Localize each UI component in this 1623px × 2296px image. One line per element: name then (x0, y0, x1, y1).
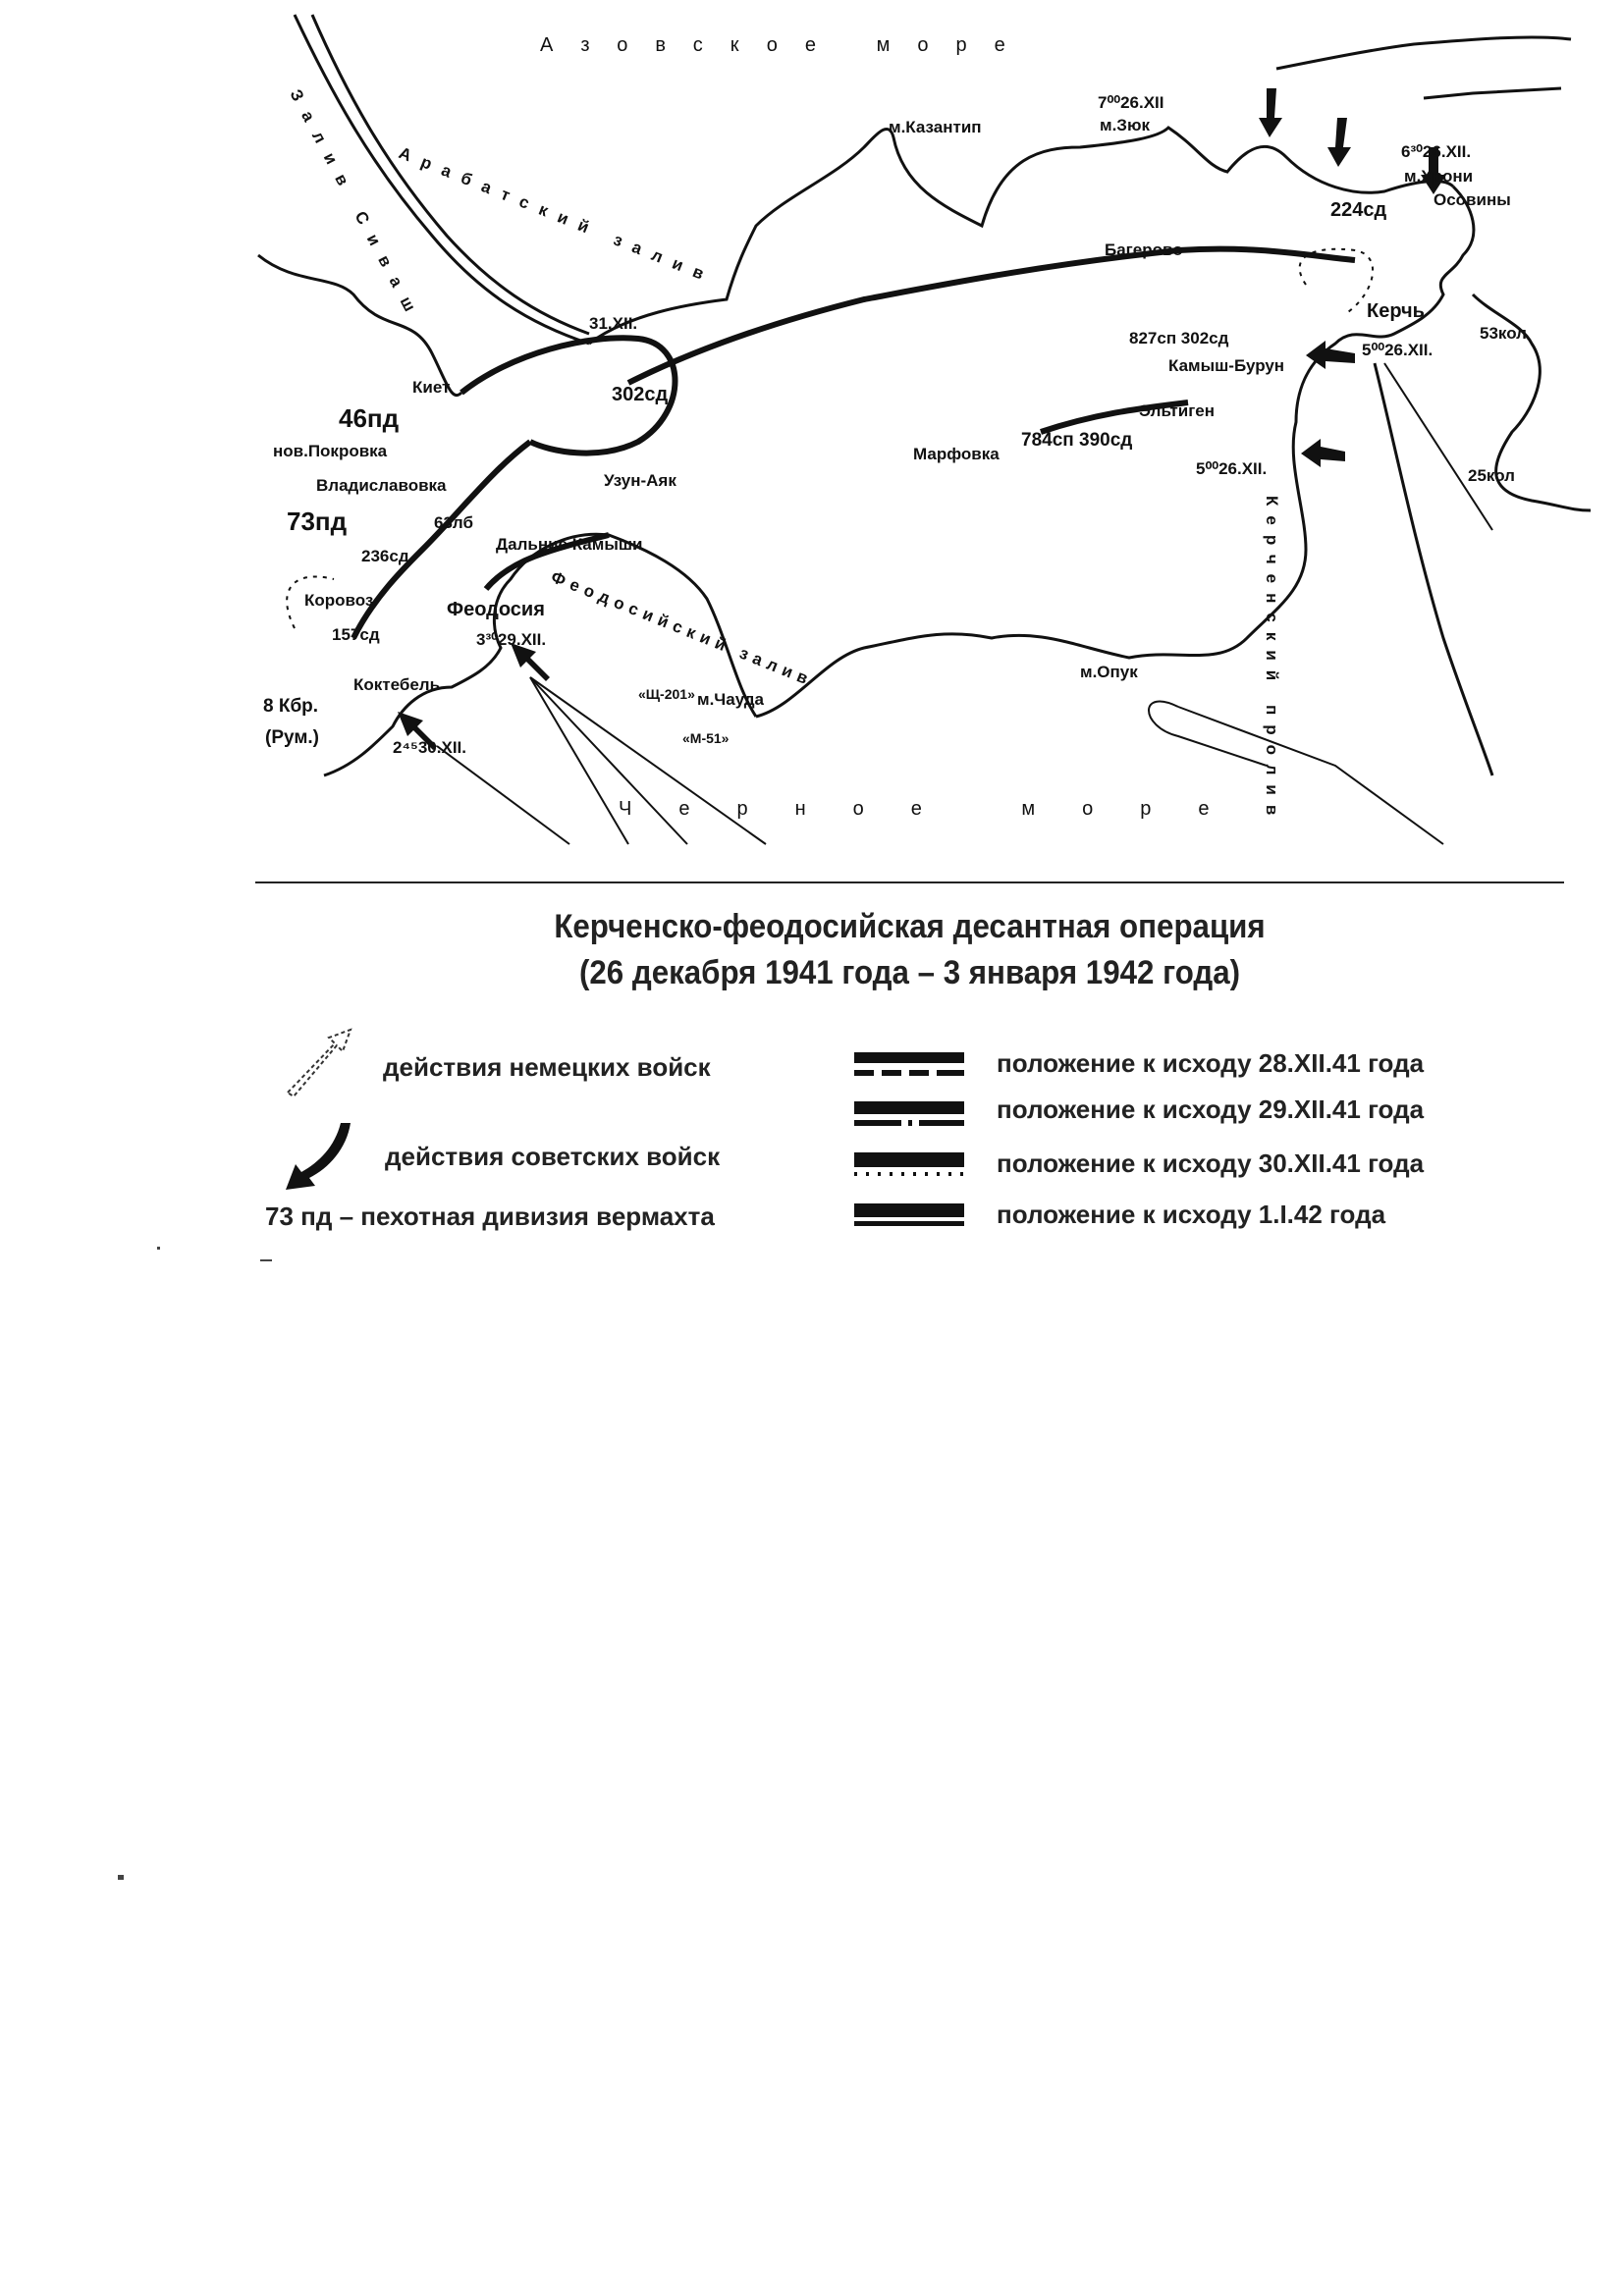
soviet-arrow-icon (1259, 88, 1282, 137)
german-arrow-icon (280, 1026, 358, 1099)
place-uzun-ayak: Узун-Аяк (604, 471, 676, 490)
front-lines (353, 249, 1355, 638)
place-khroni: м.Хрони (1404, 167, 1474, 186)
soviet-arrow-icon (1327, 118, 1351, 167)
scan-speck (260, 1259, 272, 1261)
title-line-1: Керченско-феодосийская десантная операция (554, 908, 1266, 945)
water-label-feodosia-gulf: Феодосийский залив (548, 567, 817, 690)
legend-line-29xii: положение к исходу 29.XII.41 года (997, 1095, 1425, 1124)
unit-63lb: 63лб (434, 513, 473, 532)
unit-827sp: 827сп 302сд (1129, 329, 1229, 347)
time-eltigen: 5⁰⁰26.XII. (1196, 459, 1268, 478)
north-coast (589, 128, 1453, 344)
unit-224sd: 224сд (1330, 199, 1387, 221)
unit-784sp: 784сп 390сд (1021, 430, 1133, 451)
sea-label-black: Черное море (619, 798, 1257, 820)
soviet-arrow-icon (1301, 439, 1345, 467)
unit-53kol: 53кол (1480, 324, 1527, 343)
place-kiet: Киет (412, 378, 451, 397)
legend-line-1i: положение к исходу 1.I.42 года (997, 1200, 1386, 1229)
place-zyuk: м.Зюк (1100, 116, 1150, 134)
north-east-front-2 (1424, 88, 1561, 98)
line-30xii-icon (854, 1150, 967, 1180)
water-label-kerch-strait: Керченский пролив (1263, 496, 1281, 826)
place-nov-pokrovka: нов.Покровка (273, 442, 388, 460)
line-29xii-icon (854, 1099, 967, 1129)
unit-8kbr-note: (Рум.) (265, 727, 319, 748)
submarine-shch201: «Щ-201» (638, 686, 695, 702)
place-feodosia: Феодосия (447, 599, 545, 620)
legend-division: 73 пд – пехотная дивизия вермахта (265, 1201, 715, 1231)
north-east-front (1276, 37, 1571, 69)
line-28xii-icon (854, 1050, 967, 1080)
operation-map (0, 0, 1623, 864)
place-vladislavovka: Владиславовка (316, 476, 447, 495)
legend-line-28xii: положение к исходу 28.XII.41 года (997, 1048, 1425, 1078)
time-31: 31.XII. (589, 314, 638, 333)
time-kamysh: 5⁰⁰26.XII. (1362, 341, 1434, 359)
place-opuk: м.Опук (1080, 663, 1138, 681)
soviet-arrow-icon (280, 1119, 358, 1193)
place-kamysh-burun: Камыш-Бурун (1168, 356, 1285, 375)
place-eltigen: Эльтиген (1139, 401, 1216, 420)
submarine-m51: «М-51» (682, 730, 730, 746)
unit-236sd: 236сд (361, 547, 409, 565)
line-1i-icon (854, 1200, 967, 1229)
sea-label-azov: Азовское море (540, 34, 1033, 56)
title-line-2: (26 декабря 1941 года – 3 января 1942 года) (578, 954, 1241, 991)
legend-soviet: действия советских войск (385, 1142, 721, 1171)
kerch-coast (756, 187, 1474, 717)
time-koktebel: 2⁴⁵30.XII. (393, 738, 466, 757)
place-kazantip: м.Казантип (889, 118, 982, 136)
scan-speck (157, 1247, 160, 1250)
time-zyuk: 7⁰⁰26.XII (1098, 93, 1164, 112)
scan-speck (118, 1875, 124, 1880)
place-koktebel: Коктебель (353, 675, 441, 694)
place-osoviny: Осовины (1434, 190, 1511, 209)
unit-73pd: 73пд (287, 507, 348, 536)
time-khroni: 6³⁰26.XII. (1401, 142, 1472, 161)
strait-line (1375, 363, 1492, 775)
unit-302sd: 302сд (612, 384, 669, 405)
place-bagerovo: Багерово (1105, 240, 1183, 259)
place-dalnie-kamyshi: Дальние Камыши (496, 535, 643, 554)
unit-8kbr: 8 Кбр. (263, 696, 319, 717)
sivash-shore (258, 255, 461, 396)
water-label-arabat: Арабатский залив (396, 143, 718, 289)
legend-german: действия немецких войск (383, 1052, 711, 1082)
unit-25kol: 25кол (1468, 466, 1515, 485)
unit-157sd: 157сд (332, 625, 380, 644)
divider (255, 881, 1564, 883)
water-label-sivash: Залив Сиваш (286, 85, 426, 327)
legend-line-30xii: положение к исходу 30.XII.41 года (997, 1148, 1425, 1178)
time-feodosia: 3³⁰29.XII. (476, 630, 547, 649)
place-kerch: Керчь (1367, 300, 1425, 322)
place-chauda: м.Чауда (697, 690, 764, 709)
place-korpoz: Коровоз (304, 591, 374, 610)
unit-46pd: 46пд (339, 403, 400, 433)
place-marfovka: Марфовка (913, 445, 1000, 463)
